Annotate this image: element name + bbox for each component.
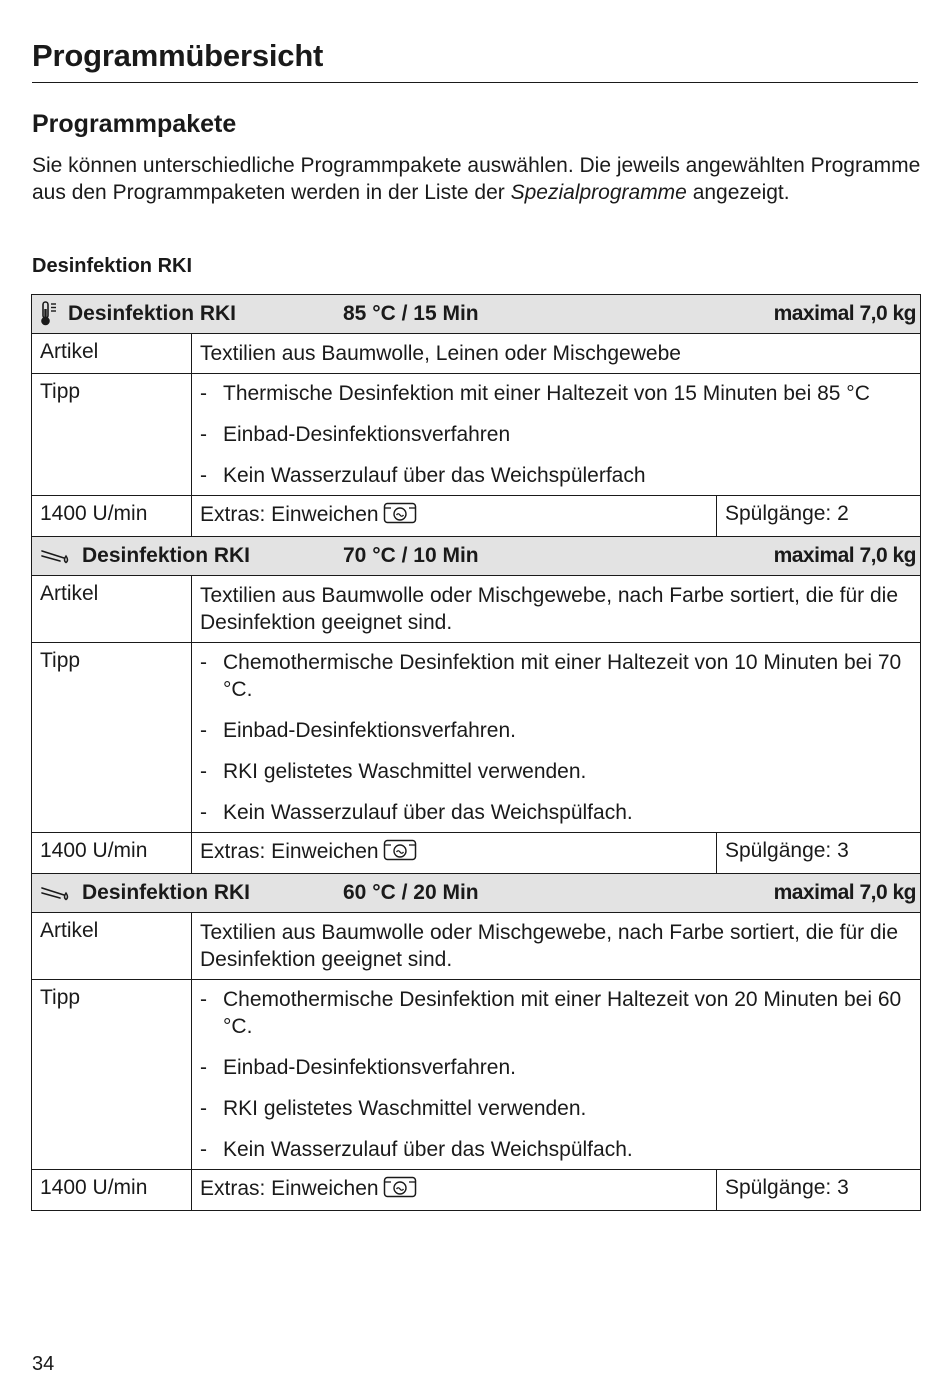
extras-cell xyxy=(192,833,717,874)
tip-list xyxy=(200,649,912,826)
artikel-value: Textilien aus Baumwolle oder Mischgewebe, nach Farbe sortiert, die für die Desinfektion geeignet sind. xyxy=(192,576,921,643)
tip-item xyxy=(200,986,912,1040)
program-max-load: maximal 7,0 kg xyxy=(773,544,916,567)
tip-dash: - xyxy=(200,423,207,446)
artikel-label: Artikel xyxy=(32,913,192,980)
section-title: Programmpakete xyxy=(32,110,237,138)
tip-text: Einbad-Desinfektionsverfahren. xyxy=(223,719,516,742)
tip-item xyxy=(200,462,912,489)
tip-text: Thermische Desinfektion mit einer Haltezeit von 15 Minuten bei 85 °C xyxy=(223,382,870,405)
tip-item xyxy=(200,799,912,826)
tip-text: Einbad-Desinfektionsverfahren. xyxy=(223,1056,516,1079)
tip-dash: - xyxy=(200,651,207,674)
tip-item xyxy=(200,649,912,703)
tip-text: Kein Wasserzulauf über das Weichspülfach. xyxy=(223,1138,633,1161)
spin-speed: 1400 U/min xyxy=(32,1170,192,1211)
tip-dash: - xyxy=(200,988,207,1011)
artikel-label: Artikel xyxy=(32,576,192,643)
rinse-count: Spülgänge: 3 xyxy=(717,833,921,874)
tip-dash: - xyxy=(200,1097,207,1120)
program-name: Desinfektion RKI xyxy=(68,302,237,325)
tip-text: Chemothermische Desinfektion mit einer Haltezeit von 20 Minuten bei 60 °C. xyxy=(223,988,902,1038)
intro-text-end: angezeigt. xyxy=(686,181,790,204)
program-temperature-time: 85 °C / 15 Min xyxy=(343,302,479,325)
program-header-cell xyxy=(32,295,921,334)
extras-text: Extras: Einweichen xyxy=(200,840,379,863)
artikel-label: Artikel xyxy=(32,334,192,374)
program-header-row xyxy=(32,874,921,913)
program-tipp-row xyxy=(32,643,921,833)
tip-dash: - xyxy=(200,801,207,824)
program-footer-row xyxy=(32,1170,921,1211)
tip-dash: - xyxy=(200,382,207,405)
extras-cell xyxy=(192,496,717,537)
tip-item xyxy=(200,758,912,785)
tipp-list-cell xyxy=(192,374,921,496)
program-artikel-row xyxy=(32,913,921,980)
extras-text: Extras: Einweichen xyxy=(200,1177,379,1200)
program-header-cell xyxy=(32,537,921,576)
soak-icon xyxy=(383,839,417,867)
program-artikel-row xyxy=(32,334,921,374)
tipp-label: Tipp xyxy=(32,374,192,496)
tip-list xyxy=(200,986,912,1163)
program-max-load: maximal 7,0 kg xyxy=(773,881,916,904)
subsection-title: Desinfektion RKI xyxy=(32,255,193,277)
program-max-load: maximal 7,0 kg xyxy=(773,302,916,325)
tip-item xyxy=(200,1054,912,1081)
program-name: Desinfektion RKI xyxy=(82,544,251,567)
tip-text: RKI gelistetes Waschmittel verwenden. xyxy=(223,1097,587,1120)
intro-paragraph xyxy=(32,152,922,206)
program-header-cell xyxy=(32,874,921,913)
program-tipp-row xyxy=(32,980,921,1170)
tip-item xyxy=(200,380,912,407)
tip-dash: - xyxy=(200,1056,207,1079)
soak-icon xyxy=(383,502,417,530)
extras-text: Extras: Einweichen xyxy=(200,503,379,526)
artikel-value: Textilien aus Baumwolle oder Mischgewebe, nach Farbe sortiert, die für die Desinfektion geeignet sind. xyxy=(192,913,921,980)
program-temperature-time: 70 °C / 10 Min xyxy=(343,544,479,567)
tip-dash: - xyxy=(200,760,207,783)
tip-text: Kein Wasserzulauf über das Weichspülfach. xyxy=(223,801,633,824)
chemical-dosing-icon xyxy=(40,880,82,906)
spin-speed: 1400 U/min xyxy=(32,496,192,537)
chemical-dosing-icon xyxy=(40,543,82,569)
intro-emphasis: Spezialprogramme xyxy=(510,181,687,204)
program-header-row xyxy=(32,295,921,334)
rinse-count: Spülgänge: 2 xyxy=(717,496,921,537)
tipp-label: Tipp xyxy=(32,980,192,1170)
tipp-label: Tipp xyxy=(32,643,192,833)
program-tipp-row xyxy=(32,374,921,496)
tip-text: Einbad-Desinfektionsverfahren xyxy=(223,423,511,446)
tip-item xyxy=(200,1095,912,1122)
program-temperature-time: 60 °C / 20 Min xyxy=(343,881,479,904)
program-footer-row xyxy=(32,833,921,874)
spin-speed: 1400 U/min xyxy=(32,833,192,874)
tip-text: RKI gelistetes Waschmittel verwenden. xyxy=(223,760,587,783)
rinse-count: Spülgänge: 3 xyxy=(717,1170,921,1211)
program-name: Desinfektion RKI xyxy=(82,881,251,904)
tip-dash: - xyxy=(200,719,207,742)
page-title: Programmübersicht xyxy=(32,38,918,83)
program-footer-row xyxy=(32,496,921,537)
intro-text: Sie können unterschiedliche Programmpakete auswählen. Die jeweils angewählten Programme aus den Programmpaketen werden in der Liste der xyxy=(32,154,921,204)
tip-text: Chemothermische Desinfektion mit einer Haltezeit von 10 Minuten bei 70 °C. xyxy=(223,651,902,701)
program-artikel-row xyxy=(32,576,921,643)
tip-dash: - xyxy=(200,464,207,487)
tipp-list-cell xyxy=(192,980,921,1170)
tip-item xyxy=(200,717,912,744)
tipp-list-cell xyxy=(192,643,921,833)
page-number: 34 xyxy=(32,1353,55,1375)
artikel-value: Textilien aus Baumwolle, Leinen oder Mischgewebe xyxy=(192,334,921,374)
thermometer-icon xyxy=(40,301,68,327)
tip-item xyxy=(200,1136,912,1163)
tip-text: Kein Wasserzulauf über das Weichspülerfach xyxy=(223,464,646,487)
program-table xyxy=(31,294,921,1211)
program-header-row xyxy=(32,537,921,576)
tip-item xyxy=(200,421,912,448)
tip-list xyxy=(200,380,912,489)
soak-icon xyxy=(383,1176,417,1204)
extras-cell xyxy=(192,1170,717,1211)
tip-dash: - xyxy=(200,1138,207,1161)
